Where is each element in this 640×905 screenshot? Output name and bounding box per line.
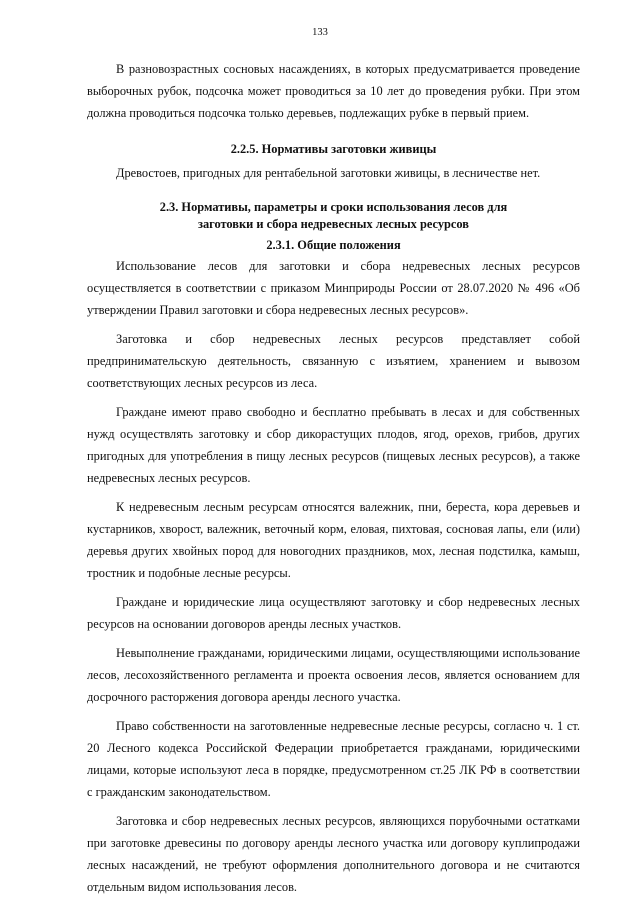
paragraph: Заготовка и сбор недревесных лесных ресурсов, являющихся порубочными остатками при заготовке древесины по договору аренды лесного участка или договору куплипродажи лесных насаждений, не требуют оформления дополнительного договора и не считаются отдельным видом использования лесов.: [87, 814, 580, 894]
paragraph: Граждане и юридические лица осуществляют заготовку и сбор недревесных лесных ресурсов на основании договоров аренды лесных участков.: [87, 595, 580, 631]
paragraph: Заготовка и сбор недревесных лесных ресурсов представляет собой предпринимательскую деятельность, связанную с изъятием, хранением и вывозом соответствующих лесных ресурсов из леса.: [87, 332, 580, 390]
section-heading-2-3: [87, 199, 580, 233]
paragraph-tapping-mixed-age-stands: В разновозрастных сосновых насаждениях, в которых предусматривается проведение выборочных рубок, подсочка может проводиться за 10 лет до проведения рубки. При этом должна проводиться подсочка только деревьев, подлежащих рубке в первый прием.: [87, 62, 580, 120]
paragraph: Граждане имеют право свободно и бесплатно пребывать в лесах и для собственных нужд осуществлять заготовку и сбор дикорастущих плодов, ягод, орехов, грибов, других пригодных для употребления в пищу лесных ресурсов (пищевых лесных ресурсов), а также недревесных лесных ресурсов.: [87, 405, 580, 485]
section-heading-2-3-line-1: 2.3. Нормативы, параметры и сроки использования лесов для: [159, 200, 508, 214]
page-content: [87, 58, 580, 898]
section-heading-2-3-1: 2.3.1. Общие положения: [266, 238, 401, 252]
paragraph: Невыполнение гражданами, юридическими лицами, осуществляющими использование лесов, лесохозяйственного регламента и проекта освоения лесов, является основанием для досрочного расторжения договора аренды лесного участка.: [87, 646, 580, 704]
section-heading-2-3-line-2: заготовки и сбора недревесных лесных ресурсов: [197, 217, 470, 231]
paragraph-resin-stands: Древостоев, пригодных для рентабельной заготовки живицы, в лесничестве нет.: [116, 166, 541, 180]
section-heading-2-2-5: 2.2.5. Нормативы заготовки живицы: [230, 142, 437, 156]
paragraph: Использование лесов для заготовки и сбора недревесных лесных ресурсов осуществляется в соответствии с приказом Минприроды России от 28.07.2020 № 496 «Об утверждении Правил заготовки и сбора недревесных лесных ресурсов».: [87, 259, 580, 317]
page-number: 133: [312, 27, 328, 38]
paragraph: Право собственности на заготовленные недревесные лесные ресурсы, согласно ч. 1 ст. 20 Лесного кодекса Российской Федерации приобретается гражданами, юридическими лицами, которые используют леса в порядке, предусмотренном ст.25 ЛК РФ в соответствии с гражданским законодательством.: [87, 719, 580, 799]
paragraph: К недревесным лесным ресурсам относятся валежник, пни, береста, кора деревьев и кустарников, хворост, валежник, веточный корм, еловая, пихтовая, сосновая лапы, ели (или) деревья других хвойных пород для новогодних праздников, мох, лесная подстилка, камыш, тростник и подобные лесные ресурсы.: [87, 500, 580, 580]
